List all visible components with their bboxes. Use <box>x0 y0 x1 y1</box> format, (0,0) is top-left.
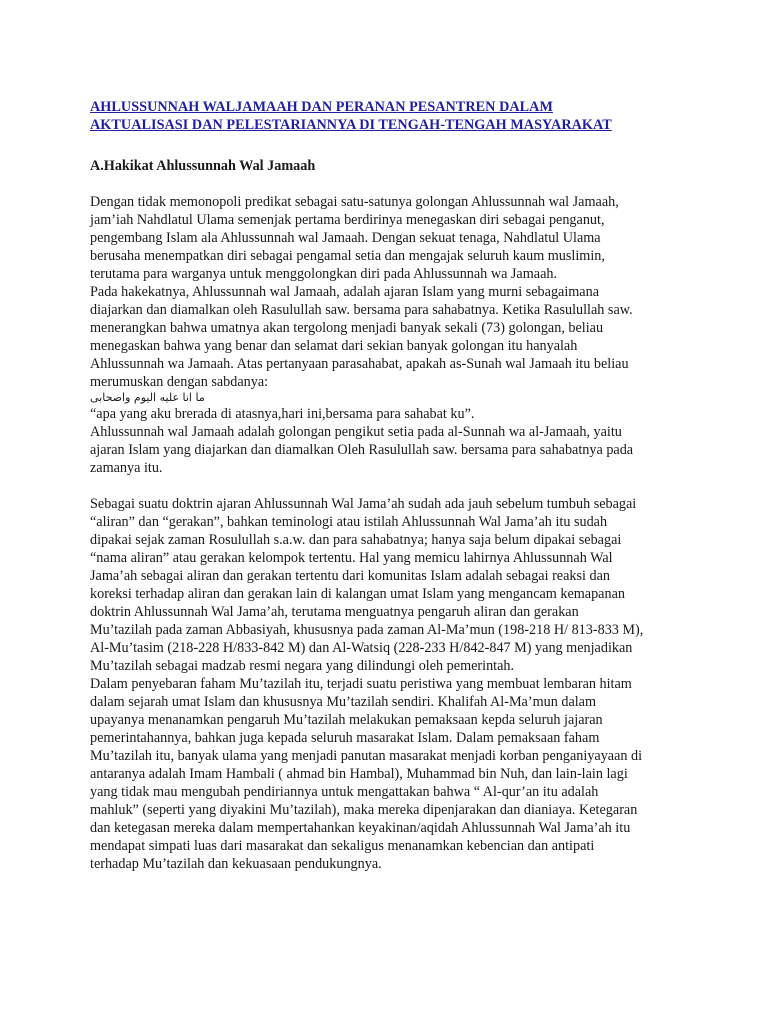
text-line: menerangkan bahwa umatnya akan tergolong menjadi banyak sekali (73) golongan, beliau <box>90 320 604 336</box>
text-line: terutama para warganya untuk menggolongkan diri pada Ahlussunnah wa Jamaah. <box>90 266 558 282</box>
text-line: doktrin Ahlussunnah Wal Jama’ah, terutama menguatnya pengaruh aliran dan gerakan <box>90 604 579 620</box>
text-line: jam’iah Nahdlatul Ulama semenjak pertama berdirinya menegaskan diri sebagai penganut, <box>90 212 605 228</box>
text-line: Ahlussunnah wal Jamaah adalah golongan pengikut setia pada al-Sunnah wa al-Jamaah, yaitu <box>90 424 622 440</box>
text-line: “aliran” dan “gerakan”, bahkan teminologi atau istilah Ahlussunnah Wal Jama’ah itu sudah <box>90 514 608 530</box>
text-line: Jama’ah sebagai aliran dan gerakan tertentu dari komunitas Islam adalah sebagai reaksi dan <box>90 568 610 584</box>
text-line: ajaran Islam yang diajarkan dan diamalkan Oleh Rasulullah saw. bersama para sahabatnya pada <box>90 442 634 458</box>
document-title[interactable] <box>90 98 690 134</box>
text-line: Dengan tidak memonopoli predikat sebagai satu-satunya golongan Ahlussunnah wal Jamaah, <box>90 194 619 210</box>
text-line: Ahlussunnah wa Jamaah. Atas pertanyaan parasahabat, apakah as-Sunah wal Jamaah itu beliau <box>90 356 629 372</box>
text-line: Mu’tazilah itu, banyak ulama yang menjadi panutan masarakat menjadi korban penganiyayaan di <box>90 748 643 764</box>
text-line: menegaskan bahwa yang benar dan selamat dari sekian banyak golongan itu hanyalah <box>90 338 578 354</box>
text-line: diajarkan dan diamalkan oleh Rasulullah saw. bersama para sahabatnya. Ketika Rasulullah saw. <box>90 302 633 318</box>
text-line: dipakai sejak zaman Rosulullah s.a.w. dan para sahabatnya; hanya saja belum dipakai sebagai <box>90 532 622 548</box>
section-heading: A.Hakikat Ahlussunnah Wal Jamaah <box>90 158 316 174</box>
text-line: upayanya menanamkan pengaruh Mu’tazilah melakukan pemaksaan kepda seluruh jajaran <box>90 712 603 728</box>
document-title-line[interactable]: AKTUALISASI DAN PELESTARIANNYA DI TENGAH-TENGAH MASYARAKAT <box>90 117 612 133</box>
document-page <box>90 98 690 873</box>
text-line: Pada hakekatnya, Ahlussunnah wal Jamaah, adalah ajaran Islam yang murni sebagaimana <box>90 284 599 300</box>
text-line: “apa yang aku brerada di atasnya,hari ini,bersama para sahabat ku”. <box>90 406 475 422</box>
text-line: “nama aliran” atau gerakan kelompok tertentu. Hal yang memicu lahirnya Ahlussunnah Wal <box>90 550 613 566</box>
text-line: Mu’tazilah sebagai madzab resmi negara yang dilindungi oleh pemerintah. <box>90 658 515 674</box>
text-line: dan ketegasan mereka dalam mempertahankan keyakinan/aqidah Ahlussunnah Wal Jama’ah itu <box>90 820 631 836</box>
text-line: mendapat simpati luas dari masarakat dan sekaligus menanamkan kebencian dan antipati <box>90 838 595 854</box>
paragraph-block-2 <box>90 495 690 873</box>
arabic-quote: ما انا عليه اليوم واصحابى <box>90 391 205 404</box>
paragraph-block-1 <box>90 193 690 477</box>
text-line: yang tidak mau mengubah pendiriannya untuk mengattakan bahwa “ Al-qur’an itu adalah <box>90 784 599 800</box>
text-line: Sebagai suatu doktrin ajaran Ahlussunnah Wal Jama’ah sudah ada jauh sebelum tumbuh sebagai <box>90 496 637 512</box>
text-line: berusaha menempatkan diri sebagai pengamal setia dan mengajak seluruh kaum muslimin, <box>90 248 605 264</box>
text-line: Al-Mu’tasim (218-228 H/833-842 M) dan Al-Watsiq (228-233 H/842-847 M) yang menjadikan <box>90 640 633 656</box>
text-line: pemerintahannya, bahkan juga kepada seluruh masarakat Islam. Dalam pemaksaan faham <box>90 730 600 746</box>
text-line: terhadap Mu’tazilah dan kekuasaan pendukungnya. <box>90 856 382 872</box>
document-title-line[interactable]: AHLUSSUNNAH WALJAMAAH DAN PERANAN PESANTREN DALAM <box>90 99 553 115</box>
text-line: merumuskan dengan sabdanya: <box>90 374 269 390</box>
text-line: zamanya itu. <box>90 460 163 476</box>
text-line: Mu’tazilah pada zaman Abbasiyah, khususnya pada zaman Al-Ma’mun (198-218 H/ 813-833 M), <box>90 622 644 638</box>
text-line: dalam sejarah umat Islam dan khususnya Mu’tazilah sendiri. Khalifah Al-Ma’mun dalam <box>90 694 597 710</box>
text-line: koreksi terhadap aliran dan gerakan lain di kalangan umat Islam yang mengancam kemapanan <box>90 586 625 602</box>
text-line: antaranya adalah Imam Hambali ( ahmad bin Hambal), Muhammad bin Nuh, dan lain-lain lagi <box>90 766 628 782</box>
text-line: Dalam penyebaran faham Mu’tazilah itu, terjadi suatu peristiwa yang membuat lembaran hitam <box>90 676 632 692</box>
text-line: pengembang Islam ala Ahlussunnah wal Jamaah. Dengan sekuat tenaga, Nahdlatul Ulama <box>90 230 601 246</box>
text-line: mahluk” (seperti yang diyakini Mu’tazilah), maka mereka dipenjarakan dan dianiaya. Ketegaran <box>90 802 638 818</box>
